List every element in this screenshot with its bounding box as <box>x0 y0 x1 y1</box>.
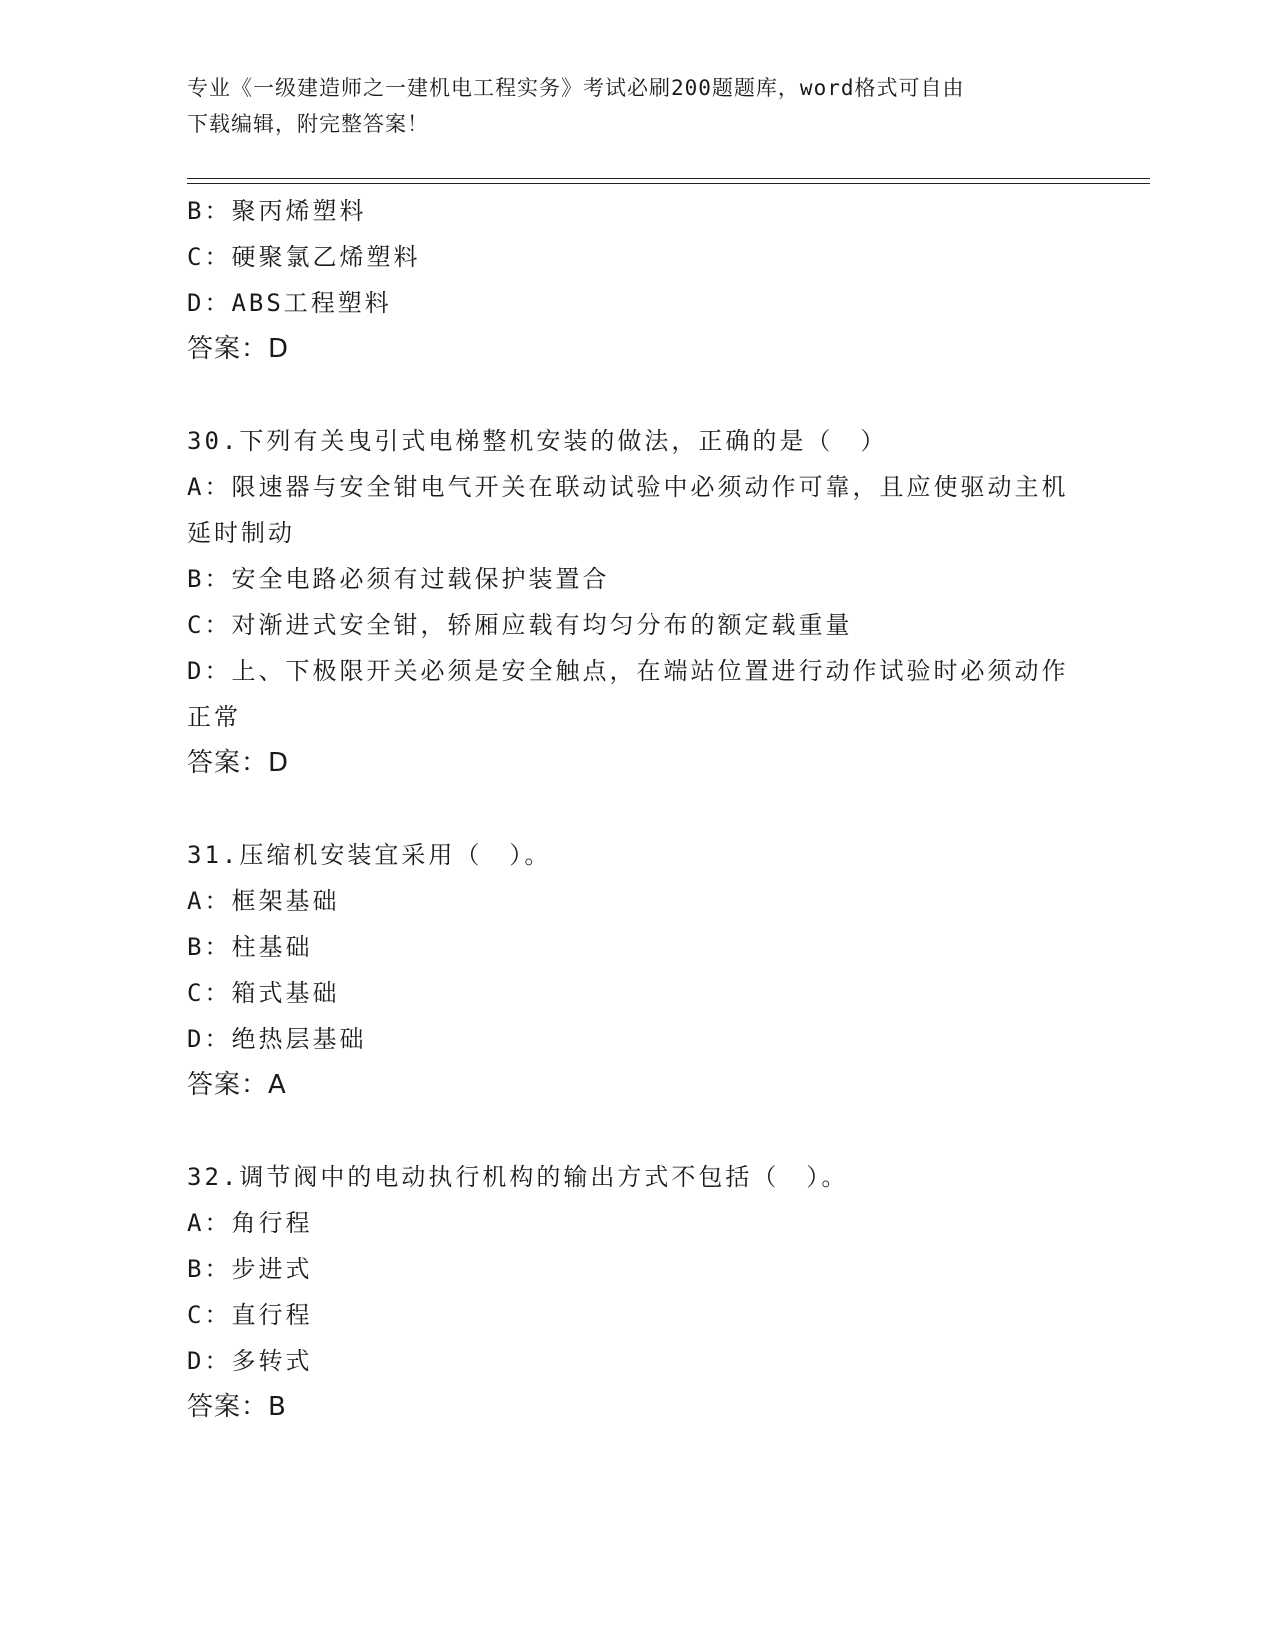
question-block-29 <box>187 188 1087 372</box>
option-b: B：柱基础 <box>187 933 313 961</box>
option-c: C：直行程 <box>187 1301 313 1329</box>
question-block-32 <box>187 1154 1087 1430</box>
answer: 答案：B <box>187 1392 287 1422</box>
option-c: C：硬聚氯乙烯塑料 <box>187 243 421 271</box>
spacer <box>187 1108 1087 1154</box>
header-divider-bottom <box>187 183 1150 184</box>
option-d: D：ABS工程塑料 <box>187 289 392 317</box>
option-d: D：绝热层基础 <box>187 1025 367 1053</box>
option-b: B：聚丙烯塑料 <box>187 197 367 225</box>
option-c: C：箱式基础 <box>187 979 340 1007</box>
header-divider-top <box>187 178 1150 179</box>
header-line-2: 下载编辑，附完整答案！ <box>187 112 429 136</box>
question-block-30 <box>187 418 1087 786</box>
document-body <box>187 188 1087 1430</box>
question-stem: 32.调节阀中的电动执行机构的输出方式不包括（ ）。 <box>187 1163 849 1191</box>
question-block-31 <box>187 832 1087 1108</box>
answer: 答案：A <box>187 1070 287 1100</box>
option-b: B：步进式 <box>187 1255 313 1283</box>
question-stem: 30.下列有关曳引式电梯整机安装的做法，正确的是（ ） <box>187 427 888 455</box>
answer: 答案：D <box>187 334 290 364</box>
option-a: A：角行程 <box>187 1209 313 1237</box>
option-a: A：框架基础 <box>187 887 340 915</box>
option-a: A：限速器与安全钳电气开关在联动试验中必须动作可靠，且应使驱动主机延时制动 <box>187 473 1069 547</box>
document-header <box>187 70 1087 142</box>
spacer <box>187 786 1087 832</box>
question-stem: 31.压缩机安装宜采用（ ）。 <box>187 841 552 869</box>
option-d: D：上、下极限开关必须是安全触点，在端站位置进行动作试验时必须动作正常 <box>187 657 1069 731</box>
option-c: C：对渐进式安全钳，轿厢应载有均匀分布的额定载重量 <box>187 611 853 639</box>
option-d: D：多转式 <box>187 1347 313 1375</box>
answer: 答案：D <box>187 748 290 778</box>
option-b: B：安全电路必须有过载保护装置合 <box>187 565 610 593</box>
spacer <box>187 372 1087 418</box>
header-line-1: 专业《一级建造师之一建机电工程实务》考试必刷200题题库，word格式可自由 <box>187 76 965 100</box>
